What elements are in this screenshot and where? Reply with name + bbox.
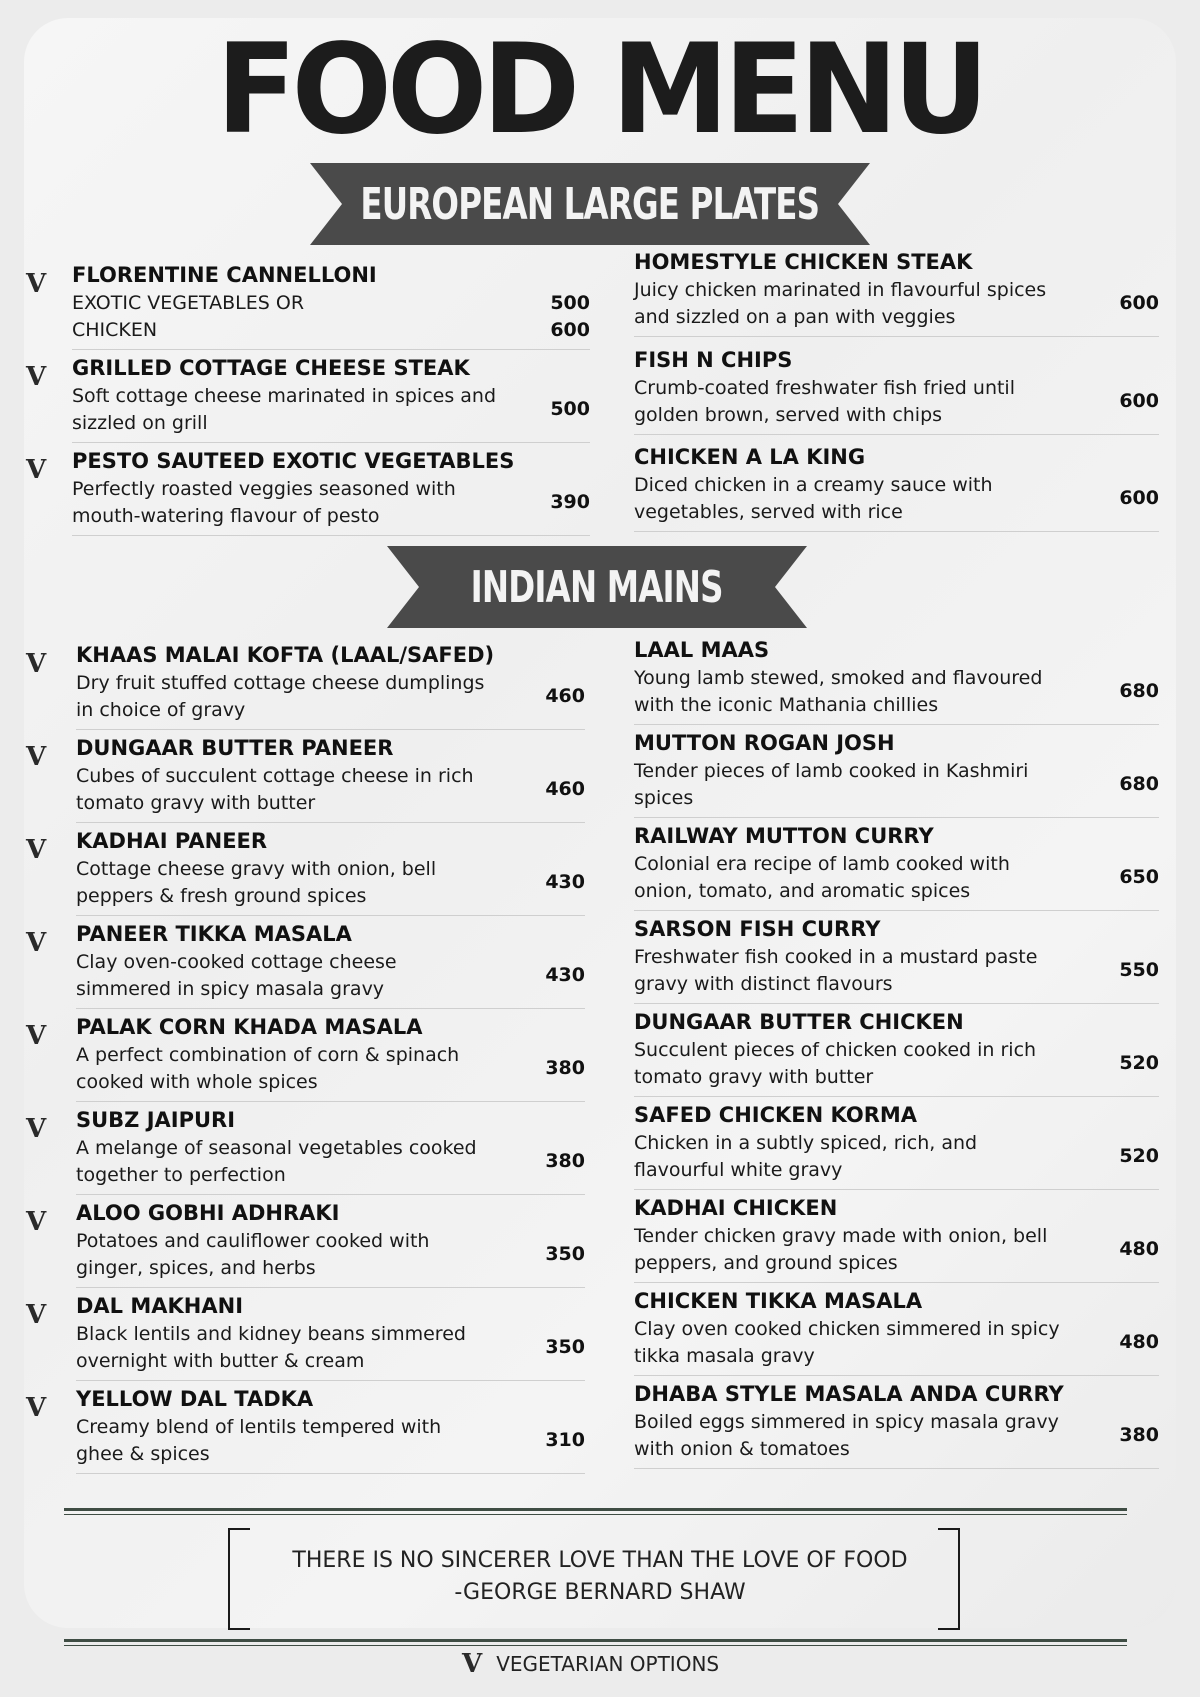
item-price: 520 xyxy=(1119,1145,1159,1167)
item-price: 480 xyxy=(1119,1238,1159,1260)
item-description: CHICKEN xyxy=(72,319,158,341)
item-price: 550 xyxy=(1119,959,1159,981)
vegetarian-icon: V xyxy=(26,1021,47,1051)
legend xyxy=(462,1651,719,1677)
item-description: ghee & spices xyxy=(76,1443,210,1465)
menu-item xyxy=(76,1385,525,1468)
item-description: Potatoes and cauliflower cooked with xyxy=(76,1230,430,1252)
item-description: and sizzled on a pan with veggies xyxy=(634,306,956,328)
item-name: PESTO SAUTEED EXOTIC VEGETABLES xyxy=(72,449,515,473)
vegetarian-icon: V xyxy=(26,649,47,679)
item-price: 500 xyxy=(550,292,590,314)
item-name: MUTTON ROGAN JOSH xyxy=(634,731,895,755)
item-name: KADHAI PANEER xyxy=(76,829,268,853)
item-description: in choice of gravy xyxy=(76,699,246,721)
item-name: SUBZ JAIPURI xyxy=(76,1108,236,1132)
quote-author: -GEORGE BERNARD SHAW xyxy=(454,1580,746,1605)
divider-bottom-secondary xyxy=(64,1645,1127,1646)
item-description: spices xyxy=(634,787,694,809)
menu-item xyxy=(634,729,1099,812)
item-divider xyxy=(76,1380,585,1381)
item-name: DUNGAAR BUTTER PANEER xyxy=(76,736,394,760)
item-description: Perfectly roasted veggies seasoned with xyxy=(72,478,456,500)
vegetarian-icon: V xyxy=(26,362,47,392)
vegetarian-icon: V xyxy=(26,1300,47,1330)
item-name: FLORENTINE CANNELLONI xyxy=(72,263,377,287)
item-name: CHICKEN A LA KING xyxy=(634,445,866,469)
item-divider xyxy=(634,336,1159,337)
item-name: SARSON FISH CURRY xyxy=(634,917,881,941)
item-divider xyxy=(76,915,585,916)
menu-item xyxy=(76,1199,525,1282)
item-price: 350 xyxy=(545,1243,585,1265)
item-description: cooked with whole spices xyxy=(76,1071,318,1093)
item-price: 380 xyxy=(545,1150,585,1172)
item-description: tomato gravy with butter xyxy=(76,792,316,814)
item-description: Boiled eggs simmered in spicy masala gravy xyxy=(634,1411,1059,1433)
item-description: Young lamb stewed, smoked and flavoured xyxy=(634,667,1043,689)
item-price: 680 xyxy=(1119,773,1159,795)
menu-item xyxy=(634,915,1099,998)
item-price: 460 xyxy=(545,778,585,800)
item-divider xyxy=(76,1287,585,1288)
item-description: A perfect combination of corn & spinach xyxy=(76,1044,460,1066)
item-price: 650 xyxy=(1119,866,1159,888)
item-description: onion, tomato, and aromatic spices xyxy=(634,880,971,902)
item-name: FISH N CHIPS xyxy=(634,348,793,372)
divider-top-secondary xyxy=(64,1514,1127,1515)
item-divider xyxy=(634,1096,1159,1097)
vegetarian-icon: V xyxy=(26,742,47,772)
item-divider xyxy=(76,1473,585,1474)
menu-item xyxy=(76,1106,525,1189)
legend-label: VEGETARIAN OPTIONS xyxy=(496,1652,720,1676)
item-divider xyxy=(76,1008,585,1009)
item-description: sizzled on grill xyxy=(72,412,208,434)
item-description: Black lentils and kidney beans simmered xyxy=(76,1323,466,1345)
item-price: 600 xyxy=(1119,390,1159,412)
divider-top xyxy=(64,1508,1127,1511)
item-description: with the iconic Mathania chillies xyxy=(634,694,939,716)
quote-text: THERE IS NO SINCERER LOVE THAN THE LOVE OF FOOD xyxy=(292,1548,908,1573)
menu-item xyxy=(634,1287,1099,1370)
section-heading-indian: INDIAN MAINS xyxy=(470,561,724,613)
item-divider xyxy=(72,349,590,350)
item-name: HOMESTYLE CHICKEN STEAK xyxy=(634,250,973,274)
item-name: KHAAS MALAI KOFTA (LAAL/SAFED) xyxy=(76,643,495,667)
menu-item xyxy=(634,822,1099,905)
item-name: DAL MAKHANI xyxy=(76,1294,244,1318)
item-description: Colonial era recipe of lamb cooked with xyxy=(634,853,1010,875)
item-description: Creamy blend of lentils tempered with xyxy=(76,1416,442,1438)
vegetarian-icon: V xyxy=(26,455,47,485)
item-description: vegetables, served with rice xyxy=(634,501,903,523)
menu-item xyxy=(634,1101,1099,1184)
item-divider xyxy=(634,1468,1159,1469)
item-description: flavourful white gravy xyxy=(634,1159,843,1181)
item-name: RAILWAY MUTTON CURRY xyxy=(634,824,934,848)
menu-item xyxy=(72,447,530,530)
item-divider xyxy=(634,1003,1159,1004)
item-name: DHABA STYLE MASALA ANDA CURRY xyxy=(634,1382,1064,1406)
menu-item xyxy=(634,1194,1099,1277)
item-description: mouth-watering flavour of pesto xyxy=(72,505,380,527)
menu-title: FOOD MENU xyxy=(216,16,984,162)
item-divider xyxy=(72,535,590,536)
menu-item xyxy=(76,641,525,724)
item-price: 380 xyxy=(545,1057,585,1079)
item-description: Soft cottage cheese marinated in spices and xyxy=(72,385,497,407)
quote-block xyxy=(240,1545,960,1609)
item-price: 480 xyxy=(1119,1331,1159,1353)
item-name: KADHAI CHICKEN xyxy=(634,1196,838,1220)
item-description: Clay oven cooked chicken simmered in spicy xyxy=(634,1318,1060,1340)
item-name: ALOO GOBHI ADHRAKI xyxy=(76,1201,340,1225)
item-description: together to perfection xyxy=(76,1164,286,1186)
item-description: golden brown, served with chips xyxy=(634,404,943,426)
vegetarian-icon: V xyxy=(26,1207,47,1237)
item-divider xyxy=(634,434,1159,435)
section-heading-european: EUROPEAN LARGE PLATES xyxy=(360,178,820,230)
item-description: simmered in spicy masala gravy xyxy=(76,978,385,1000)
menu-item xyxy=(76,1013,525,1096)
item-price: 600 xyxy=(550,319,590,341)
item-description: with onion & tomatoes xyxy=(634,1438,850,1460)
item-description: Cottage cheese gravy with onion, bell xyxy=(76,858,437,880)
vegetarian-icon: V xyxy=(26,269,47,299)
item-description: Chicken in a subtly spiced, rich, and xyxy=(634,1132,978,1154)
menu-item xyxy=(634,1380,1099,1463)
item-divider xyxy=(76,1194,585,1195)
item-name: DUNGAAR BUTTER CHICKEN xyxy=(634,1010,964,1034)
menu-item xyxy=(634,346,1099,429)
menu-item xyxy=(634,1008,1099,1091)
item-description: Crumb-coated freshwater fish fried until xyxy=(634,377,1015,399)
menu-item xyxy=(634,443,1099,526)
item-description: Tender pieces of lamb cooked in Kashmiri xyxy=(634,760,1029,782)
item-price: 600 xyxy=(1119,487,1159,509)
item-name: YELLOW DAL TADKA xyxy=(76,1387,314,1411)
item-price: 430 xyxy=(545,871,585,893)
item-name: SAFED CHICKEN KORMA xyxy=(634,1103,918,1127)
item-divider xyxy=(634,1189,1159,1190)
vegetarian-icon: V xyxy=(26,1114,47,1144)
divider-bottom xyxy=(64,1639,1127,1642)
item-price: 680 xyxy=(1119,680,1159,702)
vegetarian-icon: V xyxy=(462,1649,483,1679)
item-divider xyxy=(72,442,590,443)
menu-item xyxy=(76,734,525,817)
item-price: 460 xyxy=(545,685,585,707)
item-price: 350 xyxy=(545,1336,585,1358)
item-price: 600 xyxy=(1119,292,1159,314)
item-name: LAAL MAAS xyxy=(634,638,770,662)
item-name: PANEER TIKKA MASALA xyxy=(76,922,352,946)
item-description: peppers, and ground spices xyxy=(634,1252,898,1274)
item-name: PALAK CORN KHADA MASALA xyxy=(76,1015,423,1039)
item-divider xyxy=(76,729,585,730)
item-price: 380 xyxy=(1119,1424,1159,1446)
menu-item xyxy=(76,827,525,910)
item-description: A melange of seasonal vegetables cooked xyxy=(76,1137,477,1159)
item-divider xyxy=(634,1375,1159,1376)
vegetarian-icon: V xyxy=(26,835,47,865)
item-description: Succulent pieces of chicken cooked in rich xyxy=(634,1039,1037,1061)
item-name: CHICKEN TIKKA MASALA xyxy=(634,1289,923,1313)
menu-item xyxy=(634,636,1099,719)
menu-item xyxy=(72,354,530,437)
menu-item xyxy=(72,261,530,344)
menu-item xyxy=(76,1292,525,1375)
item-description: peppers & fresh ground spices xyxy=(76,885,367,907)
item-description: tikka masala gravy xyxy=(634,1345,815,1367)
section-banner-indian xyxy=(387,546,807,628)
item-description: Dry fruit stuffed cottage cheese dumplings xyxy=(76,672,485,694)
item-divider xyxy=(634,817,1159,818)
vegetarian-icon: V xyxy=(26,928,47,958)
item-price: 390 xyxy=(550,491,590,513)
vegetarian-icon: V xyxy=(26,1393,47,1423)
item-divider xyxy=(634,531,1159,532)
item-divider xyxy=(76,822,585,823)
item-divider xyxy=(76,1101,585,1102)
item-name: GRILLED COTTAGE CHEESE STEAK xyxy=(72,356,470,380)
item-divider xyxy=(634,910,1159,911)
menu-item xyxy=(634,248,1099,331)
item-divider xyxy=(634,1282,1159,1283)
menu-item xyxy=(76,920,525,1003)
section-banner-european xyxy=(310,163,870,245)
item-description: Diced chicken in a creamy sauce with xyxy=(634,474,993,496)
item-description: Cubes of succulent cottage cheese in rich xyxy=(76,765,474,787)
item-price: 500 xyxy=(550,398,590,420)
item-description: EXOTIC VEGETABLES OR xyxy=(72,292,305,314)
item-divider xyxy=(634,724,1159,725)
item-description: Tender chicken gravy made with onion, bell xyxy=(634,1225,1048,1247)
item-price: 310 xyxy=(545,1429,585,1451)
item-description: tomato gravy with butter xyxy=(634,1066,874,1088)
item-description: ginger, spices, and herbs xyxy=(76,1257,316,1279)
item-description: gravy with distinct flavours xyxy=(634,973,893,995)
item-description: overnight with butter & cream xyxy=(76,1350,365,1372)
item-price: 430 xyxy=(545,964,585,986)
item-description: Clay oven-cooked cottage cheese xyxy=(76,951,397,973)
item-description: Freshwater fish cooked in a mustard paste xyxy=(634,946,1038,968)
item-description: Juicy chicken marinated in flavourful spices xyxy=(634,279,1047,301)
item-price: 520 xyxy=(1119,1052,1159,1074)
